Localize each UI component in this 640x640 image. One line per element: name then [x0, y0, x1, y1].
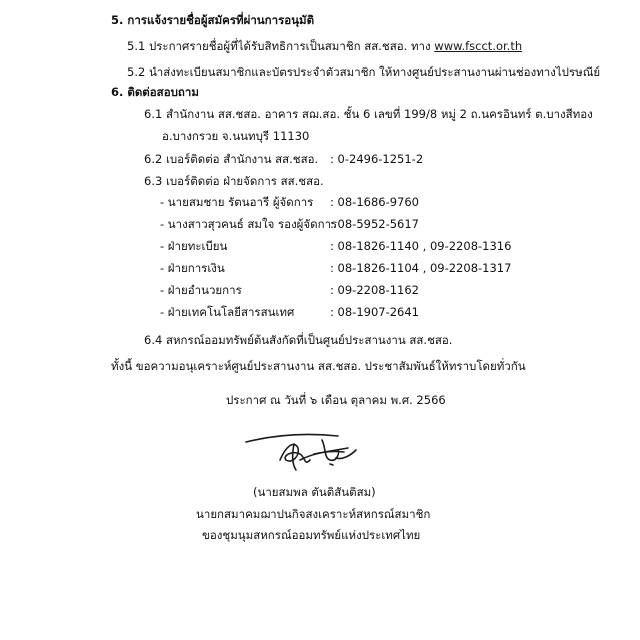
signatory-position-line-1: นายกสมาคมฌาปนกิจสงเคราะห์สหกรณ์สมาชิก [196, 507, 431, 521]
section-6-item-3-label: 6.3 เบอร์ติดต่อ ฝ่ายจัดการ สส.ชสอ. [144, 174, 324, 188]
contact-name: - ฝ่ายเทคโนโลยีสารสนเทศ [160, 305, 295, 319]
announcement-date: ประกาศ ณ วันที่ ๖ เดือน ตุลาคม พ.ศ. 2566 [226, 393, 446, 407]
office-phone: : 0-2496-1251-2 [330, 152, 424, 166]
contact-phone: : 08-5952-5617 [330, 217, 419, 231]
section-5-item-2: 5.2 นำส่งทะเบียนสมาชิกและบัตรประจำตัวสมาชิก ให้ทางศูนย์ประสานงานผ่านช่องทางไปรษณีย์ [127, 65, 601, 79]
section-5-item-1-text: 5.1 ประกาศรายชื่อผู้ที่ได้รับสิทธิการเป็นสมาชิก สส.ชสอ. ทาง [127, 39, 435, 53]
fscct-website-link[interactable]: www.fscct.or.th [434, 39, 523, 53]
contact-phone: : 08-1826-1140 , 09-2208-1316 [330, 239, 512, 253]
contact-phone: : 08-1686-9760 [330, 195, 419, 209]
handwritten-signature [240, 420, 380, 478]
section-6-item-2-label: 6.2 เบอร์ติดต่อ สำนักงาน สส.ชสอ. [144, 152, 319, 166]
section-5-heading: 5. การแจ้งรายชื่อผู้สมัครที่ผ่านการอนุมัติ [111, 13, 315, 27]
section-6-item-1-line-1: 6.1 สำนักงาน สส.ชสอ. อาคาร สฌ.สอ. ชั้น 6 เลขที่ 199/8 หมู่ 2 ถ.นครอินทร์ ต.บางสีทอง [144, 107, 593, 121]
section-6-heading: 6. ติดต่อสอบถาม [111, 85, 199, 99]
contact-name: - ฝ่ายทะเบียน [160, 239, 228, 253]
section-5-item-1 [127, 38, 522, 54]
closing-statement: ทั้งนี้ ขอความอนุเคราะห์ศูนย์ประสานงาน สส.ชสอ. ประชาสัมพันธ์ให้ทราบโดยทั่วกัน [111, 359, 526, 373]
contact-phone: : 09-2208-1162 [330, 283, 419, 297]
signatory-name: (นายสมพล ตันติสันติสม) [253, 485, 376, 499]
section-6-item-1-line-2: อ.บางกรวย จ.นนทบุรี 11130 [162, 129, 310, 143]
contact-name: - นายสมชาย รัตนอารี ผู้จัดการ [160, 195, 314, 209]
contact-name: - ฝ่ายอำนวยการ [160, 283, 242, 297]
signatory-position-line-2: ของชุมนุมสหกรณ์ออมทรัพย์แห่งประเทศไทย [202, 528, 421, 542]
contact-name: - นางสาวสุวคนธ์ สมใจ รองผู้จัดการ [160, 217, 338, 231]
section-6-item-4: 6.4 สหกรณ์ออมทรัพย์ต้นสังกัดที่เป็นศูนย์ประสานงาน สส.ชสอ. [144, 333, 453, 347]
contact-phone: : 08-1907-2641 [330, 305, 419, 319]
contact-name: - ฝ่ายการเงิน [160, 261, 225, 275]
contact-phone: : 08-1826-1104 , 09-2208-1317 [330, 261, 512, 275]
